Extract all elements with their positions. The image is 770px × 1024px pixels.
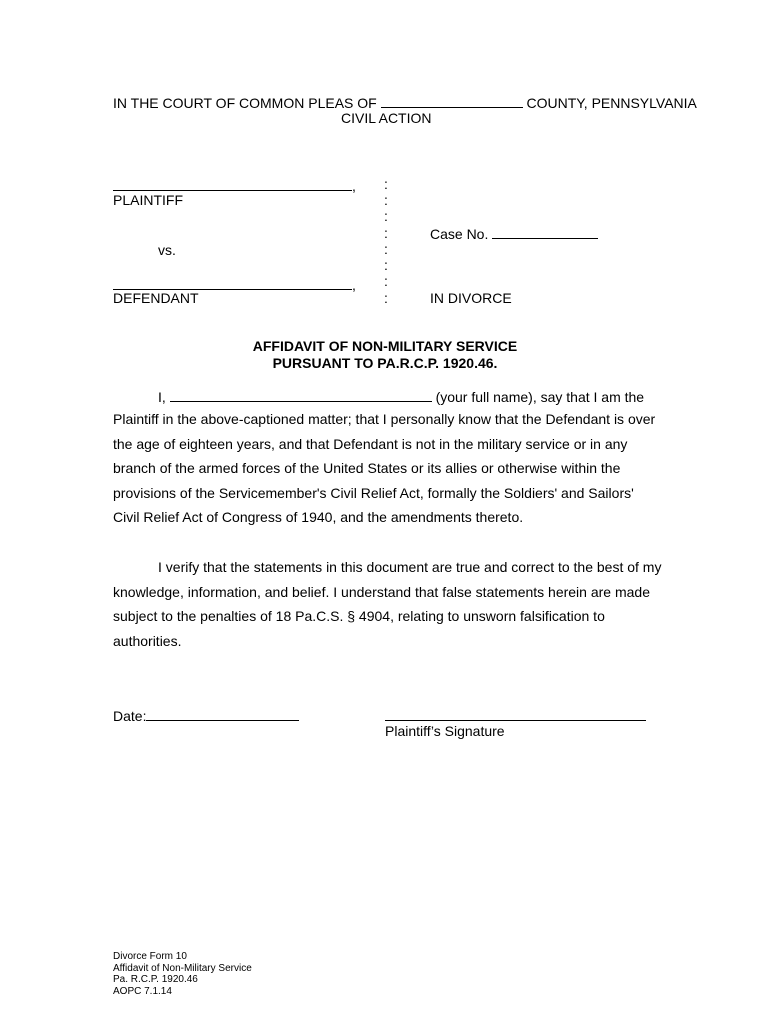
case-number-blank[interactable] <box>492 225 598 239</box>
full-name-hint: (your full name), say that I am the <box>435 389 645 405</box>
case-number <box>430 225 598 242</box>
date-field <box>113 707 299 724</box>
signature-line[interactable] <box>385 720 646 721</box>
paragraph-line: the age of eighteen years, and that Defendant is not in the military service or in any <box>113 435 628 452</box>
court-suffix: COUNTY, PENNSYLVANIA <box>526 95 697 111</box>
paragraph-line: knowledge, information, and belief. I understand that false statements herein are made <box>113 583 650 600</box>
footer-line: Pa. R.C.P. 1920.46 <box>113 974 198 985</box>
footer-line: Affidavit of Non-Military Service <box>113 962 252 974</box>
full-name-blank[interactable] <box>170 388 432 402</box>
caption-colon: : <box>384 208 388 224</box>
caption-colon: : <box>384 176 388 192</box>
in-divorce-label: IN DIVORCE <box>430 290 512 306</box>
plaintiff-label: PLAINTIFF <box>113 192 184 208</box>
plaintiff-name-blank[interactable] <box>113 190 352 191</box>
affiant-intro: I, <box>158 389 166 405</box>
affiant-line <box>158 388 644 405</box>
versus-label: vs. <box>158 242 176 258</box>
paragraph-line: subject to the penalties of 18 Pa.C.S. § 4904, relating to unsworn falsification to <box>113 608 605 625</box>
caption-colon: : <box>384 273 388 289</box>
case-number-label: Case No. <box>430 226 489 242</box>
paragraph-line: provisions of the Servicemember's Civil Relief Act, formally the Soldiers' and Sailors' <box>113 484 634 501</box>
caption-colon: : <box>384 241 388 257</box>
date-label: Date: <box>113 708 147 724</box>
caption-colon: : <box>384 225 388 241</box>
form-footer <box>113 951 252 997</box>
paragraph-line: I verify that the statements in this document are true and correct to the best of my <box>158 559 662 575</box>
paragraph-line: branch of the armed forces of the United States or its allies or otherwise within the <box>113 460 621 477</box>
caption-colon: : <box>384 257 388 273</box>
court-prefix: IN THE COURT OF COMMON PLEAS OF <box>113 95 377 111</box>
caption-colon: : <box>384 290 388 306</box>
defendant-label: DEFENDANT <box>113 290 199 306</box>
affidavit-subtitle: PURSUANT TO PA.R.C.P. 1920.46. <box>272 355 498 371</box>
affidavit-title: AFFIDAVIT OF NON-MILITARY SERVICE <box>252 338 518 354</box>
verification-paragraph <box>113 555 673 653</box>
paragraph-line: authorities. <box>113 632 182 649</box>
caption-colon: : <box>384 192 388 208</box>
paragraph-line: Plaintiff in the above-captioned matter; that I personally know that the Defendant is over <box>113 411 656 427</box>
court-heading <box>113 94 697 111</box>
affidavit-paragraph-1 <box>113 407 673 530</box>
footer-line: Divorce Form 10 <box>113 951 187 962</box>
date-blank[interactable] <box>146 707 299 721</box>
signature-label: Plaintiff’s Signature <box>385 723 505 739</box>
civil-action-label: CIVIL ACTION <box>341 110 432 126</box>
defendant-comma: , <box>352 277 356 293</box>
footer-line: AOPC 7.1.14 <box>113 985 172 997</box>
paragraph-line: Civil Relief Act of Congress of 1940, and the amendments thereto. <box>113 509 524 526</box>
plaintiff-comma: , <box>352 178 356 194</box>
county-name-blank[interactable] <box>381 94 523 108</box>
